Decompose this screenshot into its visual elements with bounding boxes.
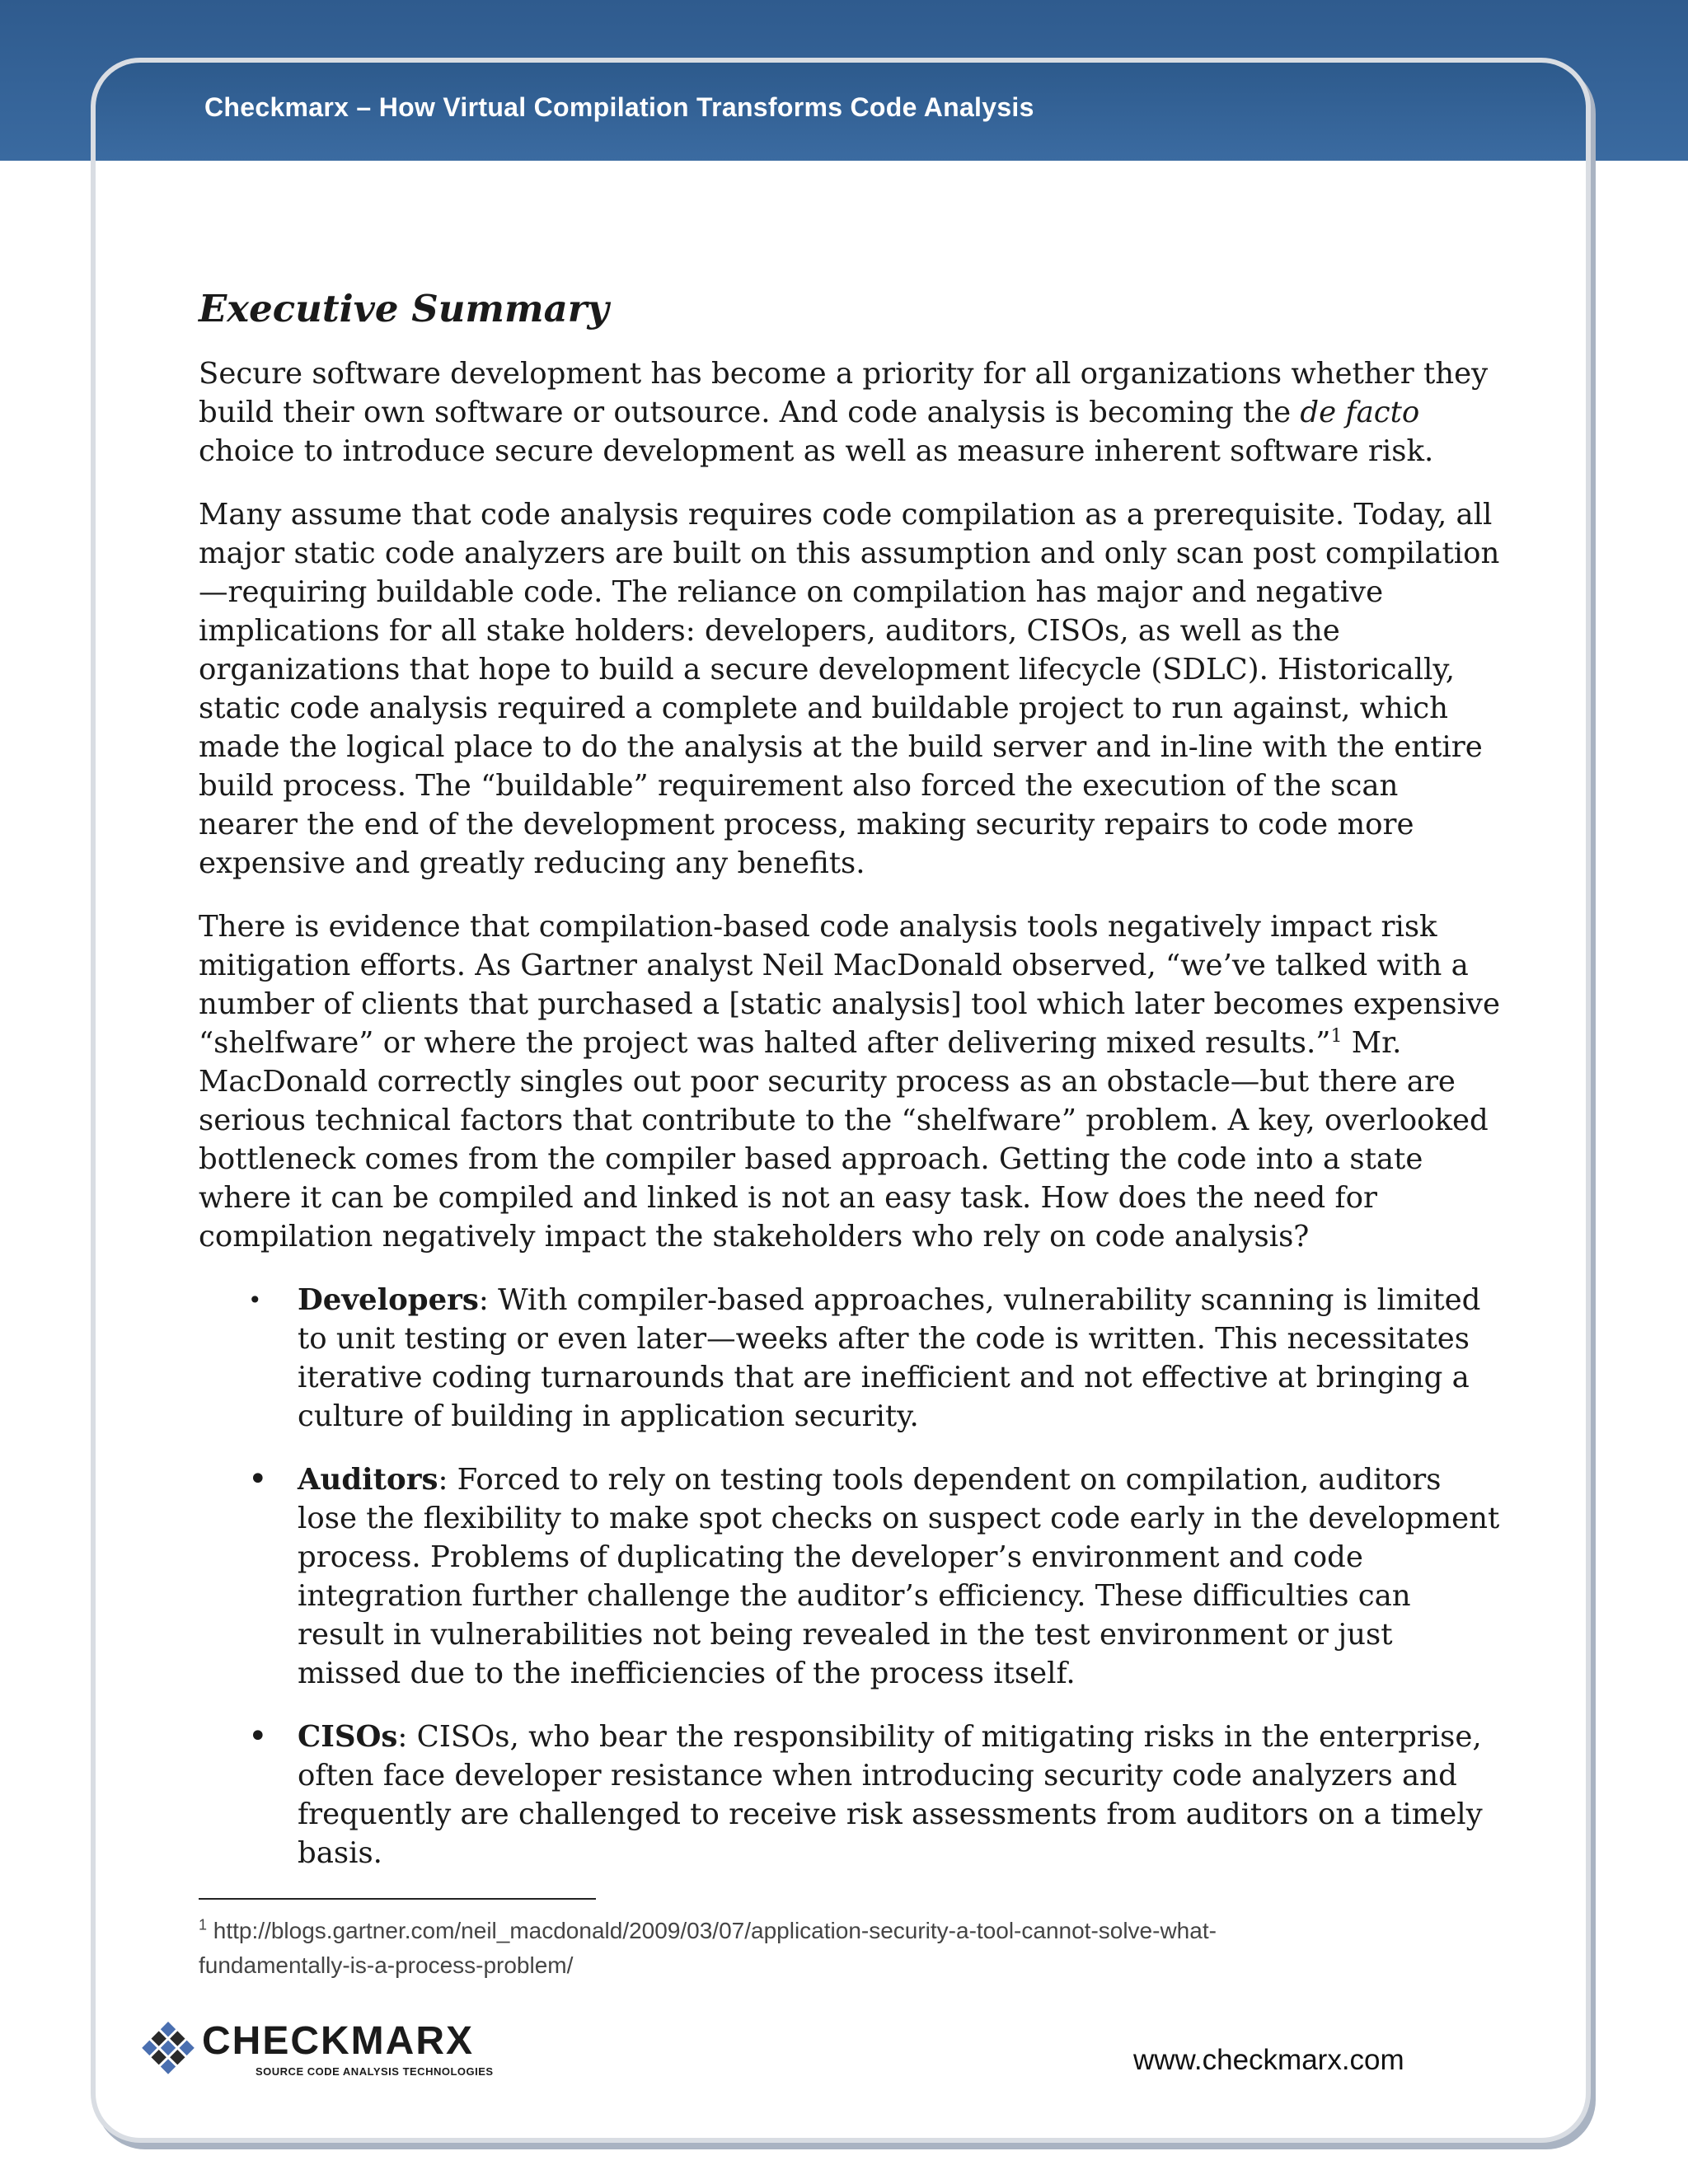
list-item-cisos: [199, 1718, 1501, 1872]
section-heading: Executive Summary: [199, 287, 609, 330]
paragraph-intro-text: Secure software development has become a priority for all organizations whether they build their own software or outsource. And code analysis is becoming the: [199, 357, 1489, 429]
list-item-text: : Forced to rely on testing tools dependent on compilation, auditors lose the flexibility to make spot checks on suspect code early in the development process. Problems of duplicating the developer’s environment and code integration further challenge the auditor’s efficiency. These difficulties can result in vulnerabilities not being revealed in the test environment or just missed due to the inefficiencies of the process itself.: [298, 1463, 1500, 1690]
paragraph-evidence-text-end: Mr. MacDonald correctly singles out poor security process as an obstacle—but there are serious technical factors that contribute to the “shelfware” problem. A key, overlooked bottleneck comes from the compiler based approach. Getting the code into a state where it can be compiled and linked is not an easy task. How does the need for compilation negatively impact the stakeholders who rely on code analysis?: [199, 1026, 1489, 1254]
term-auditors: Auditors: [298, 1463, 438, 1497]
checkmarx-diamond-icon: [136, 2018, 200, 2082]
footnote: [199, 1914, 1435, 1983]
paragraph-evidence-text: There is evidence that compilation-based code analysis tools negatively impact risk mitigation efforts. As Gartner analyst Neil MacDonald observed, “we’ve talked with a number of clients that purchased a [static analysis] tool which later becomes expensive “shelfware” or where the project was halted after delivering mixed results.”: [199, 910, 1500, 1060]
term-developers: Developers: [298, 1283, 479, 1317]
paragraph-intro: [199, 354, 1501, 471]
main-content: [199, 287, 1501, 1897]
list-item-text: : CISOs, who bear the responsibility of mitigating risks in the enterprise, often face developer resistance when introducing security code analyzers and frequently are challenged to receive risk assessments from auditors on a timely basis.: [298, 1720, 1483, 1870]
footnote-url-line2[interactable]: fundamentally-is-a-process-problem/: [199, 1952, 574, 1978]
stakeholder-list: [199, 1281, 1501, 1872]
emphasis-de-facto: de facto: [1300, 396, 1420, 429]
list-item-developers: [199, 1281, 1501, 1436]
logo-wordmark: CHECKMARX: [202, 2019, 474, 2063]
paragraph-evidence: [199, 907, 1501, 1256]
checkmarx-logo: [136, 2018, 532, 2085]
footnote-url-line1[interactable]: http://blogs.gartner.com/neil_macdonald/2009/03/07/application-security-a-tool-cannot-solve-what-: [207, 1918, 1217, 1943]
bullet-icon: •: [248, 1460, 268, 1498]
document-header-title: Checkmarx – How Virtual Compilation Transforms Code Analysis: [204, 92, 1034, 122]
bullet-icon: •: [248, 1718, 268, 1755]
paragraph-compilation: Many assume that code analysis requires code compilation as a prerequisite. Today, all major static code analyzers are built on this assumption and only scan post compilation—requiring buildable code. The reliance on compilation has major and negative implications for all stake holders: developers, auditors, CISOs, as well as the organizations that hope to build a secure development lifecycle (SDLC). Historically, static code analysis required a complete and buildable project to run against, which made the logical place to do the analysis at the build server and in-line with the entire build process. The “buildable” requirement also forced the execution of the scan nearer the end of the development process, making security repairs to code more expensive and greatly reducing any benefits.: [199, 498, 1500, 880]
list-item-text: : With compiler-based approaches, vulnerability scanning is limited to unit testing or even later—weeks after the code is written. This necessitates iterative coding turnarounds that are inefficient and not effective at bringing a culture of building in application security.: [298, 1283, 1481, 1433]
bullet-icon: •: [248, 1286, 262, 1314]
list-item-auditors: [199, 1460, 1501, 1693]
footnote-divider: [199, 1898, 596, 1900]
term-cisos: CISOs: [298, 1720, 398, 1754]
paragraph-intro-text-end: choice to introduce secure development as well as measure inherent software risk.: [199, 434, 1434, 468]
website-link[interactable]: www.checkmarx.com: [1133, 2044, 1404, 2076]
logo-tagline: SOURCE CODE ANALYSIS TECHNOLOGIES: [256, 2065, 494, 2078]
footnote-number: 1: [199, 1916, 208, 1933]
footnote-reference[interactable]: 1: [1330, 1026, 1343, 1047]
